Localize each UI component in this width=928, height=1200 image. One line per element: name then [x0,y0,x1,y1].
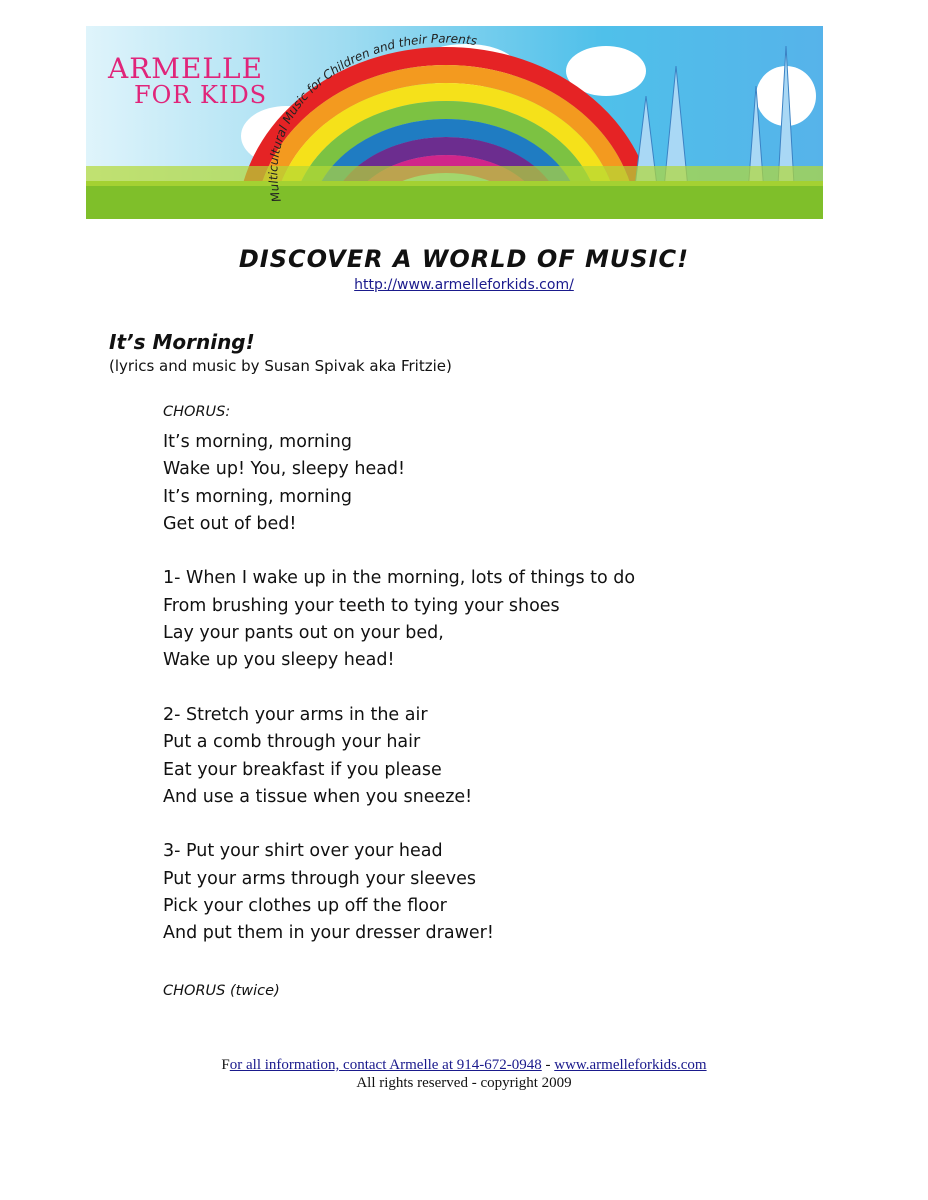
header-banner [86,26,823,219]
lyric-line: And put them in your dresser drawer! [163,923,494,944]
lyric-line: Lay your pants out on your bed, [163,623,444,644]
armelle-for-kids-logo [108,52,268,109]
lyric-line: Wake up you sleepy head! [163,650,395,671]
website-link[interactable]: http://www.armelleforkids.com/ [354,277,574,293]
lyric-line: Eat your breakfast if you please [163,759,442,780]
lyric-line: 1- When I wake up in the morning, lots of things to do [163,568,636,589]
lyric-line: It’s morning, morning [163,486,352,507]
chorus-label: CHORUS: [163,404,231,420]
lyric-line: Put a comb through your hair [163,732,421,753]
contact-link[interactable]: or all information, contact Armelle at 914-672-0948 [229,1057,542,1073]
lyrics [163,402,635,999]
logo-line-1: ARMELLE [108,52,264,85]
copyright: All rights reserved - copyright 2009 [356,1075,572,1091]
song-title: It’s Morning! [109,330,255,354]
song-credit: (lyrics and music by Susan Spivak aka Fritzie) [109,357,452,375]
lyric-line: It’s morning, morning [163,432,352,452]
lyric-line: 2- Stretch your arms in the air [163,704,428,725]
lyric-line: 3- Put your shirt over your head [163,841,443,862]
page-heading: DISCOVER A WORLD OF MUSIC! [238,245,690,273]
footer-site-link[interactable]: www.armelleforkids.com [554,1057,707,1073]
footer-separator: - [541,1057,555,1073]
lyric-line: Put your arms through your sleeves [163,868,477,889]
lyric-line: Get out of bed! [163,513,297,534]
lyric-line: Pick your clothes up off the floor [163,896,447,917]
lyric-line: And use a tissue when you sneeze! [163,786,473,807]
lyric-line: From brushing your teeth to tying your shoes [163,595,560,616]
lyric-line: Wake up! You, sleepy head! [163,459,406,480]
logo-line-2: FOR KIDS [134,81,268,109]
tagline: Multicultural Music for Children and their Parents [266,31,478,204]
chorus-twice-label: CHORUS (twice) [163,982,280,999]
footer [0,1056,928,1092]
footer-prefix: F [221,1057,230,1073]
